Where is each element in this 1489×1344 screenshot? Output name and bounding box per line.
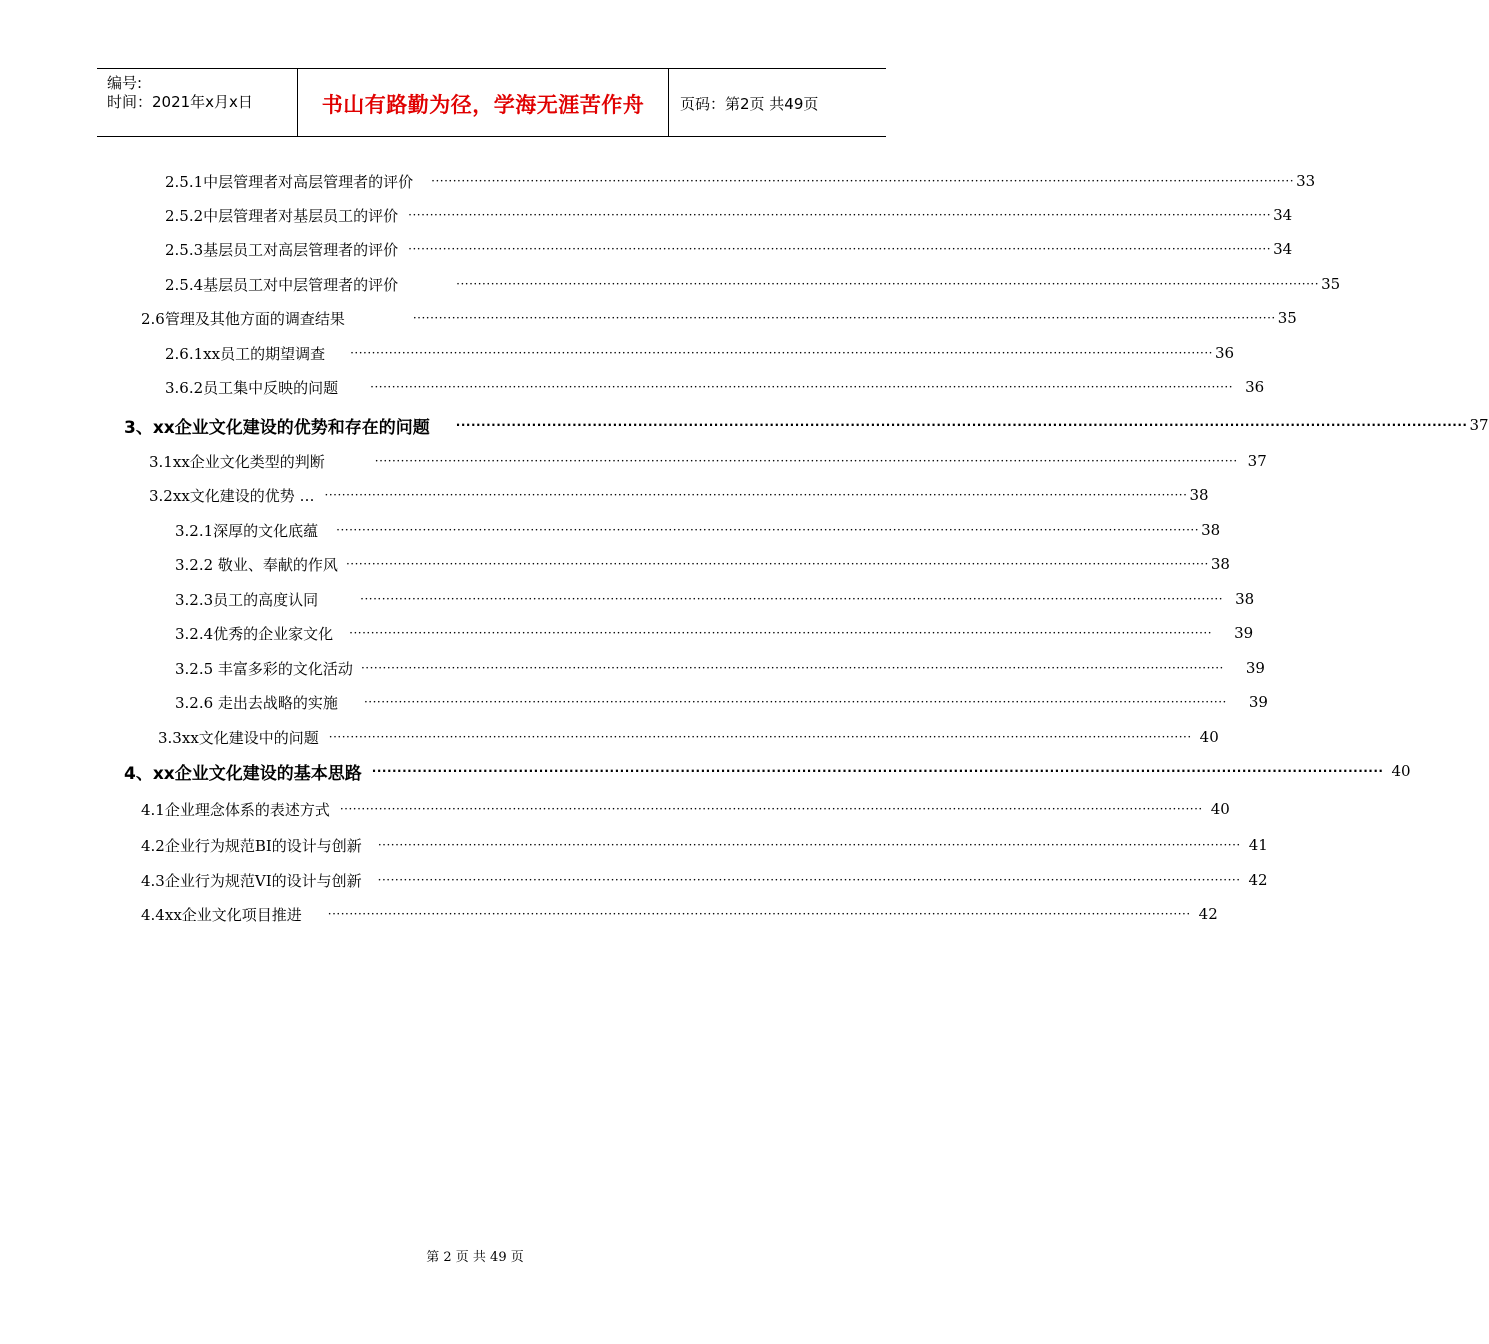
toc-entry-page: 41	[1248, 836, 1268, 854]
toc-entry-label: 2.5.4基层员工对中层管理者的评价	[165, 275, 399, 294]
toc-entry[interactable]	[165, 341, 1235, 365]
header-motto: 书山有路勤为径，学海无涯苦作舟	[321, 92, 645, 117]
toc-leader-dots: ········································································································································································································	[360, 592, 1224, 606]
toc-entry-page: 37	[1247, 452, 1267, 470]
toc-entry-label: 3.1xx企业文化类型的判断	[149, 452, 325, 471]
toc-leader-dots: ········································································································································································································	[360, 661, 1224, 675]
toc-entry-page: 42	[1248, 871, 1268, 889]
toc-leader-dots: ········································································································································································································	[377, 873, 1241, 887]
toc-leader-dots: ········································································································································································································	[328, 730, 1192, 744]
toc-entry-label: 2.6管理及其他方面的调查结果	[141, 309, 345, 328]
toc-entry-page: 34	[1273, 206, 1293, 224]
header-time-label: 时间：2021年x月x日	[107, 93, 253, 111]
toc-entry-page: 40	[1199, 728, 1219, 746]
toc-entry-label: 3.2.1深厚的文化底蕴	[175, 521, 319, 540]
toc-entry[interactable]	[165, 203, 1293, 227]
toc-leader-dots: ········································································································································································································	[371, 764, 1384, 778]
toc-leader-dots: ········································································································································································································	[327, 907, 1191, 921]
toc-entry-level1[interactable]	[124, 413, 1489, 438]
toc-entry-level1[interactable]	[124, 759, 1411, 784]
header-page-label: 页码：第2页 共49页	[680, 95, 819, 113]
toc-leader-dots: ········································································································································································································	[377, 838, 1241, 852]
page-footer: 第 2 页 共 49 页	[426, 1250, 524, 1265]
toc-entry-page: 34	[1273, 240, 1293, 258]
toc-leader-dots: ········································································································································································································	[349, 626, 1213, 640]
toc-leader-dots: ········································································································································································································	[431, 174, 1295, 188]
toc-entry-page: 37	[1469, 416, 1489, 434]
toc-entry-page: 38	[1189, 486, 1209, 504]
toc-entry-page: 33	[1296, 172, 1316, 190]
toc-leader-dots: ········································································································································································································	[408, 242, 1272, 256]
toc-entry[interactable]	[141, 797, 1230, 821]
toc-entry-page: 39	[1245, 659, 1265, 677]
toc-entry-label: 4.1企业理念体系的表述方式	[141, 800, 330, 819]
toc-entry[interactable]	[141, 902, 1218, 926]
toc-entry-page: 36	[1214, 344, 1235, 362]
toc-leader-dots: ········································································································································································································	[408, 208, 1272, 222]
toc-entry-page: 42	[1198, 905, 1218, 923]
toc-entry[interactable]	[175, 587, 1255, 611]
toc-entry[interactable]	[141, 833, 1268, 857]
toc-entry[interactable]	[175, 690, 1268, 714]
toc-entry-label: 3.2.2 敬业、奉献的作风	[175, 555, 338, 574]
toc-entry[interactable]	[175, 656, 1265, 680]
toc-entry[interactable]	[165, 237, 1293, 261]
toc-entry-label: 3、xx企业文化建设的优势和存在的问题	[124, 417, 430, 438]
toc-leader-dots: ········································································································································································································	[324, 488, 1188, 502]
toc-entry-label: 2.5.1中层管理者对高层管理者的评价	[165, 172, 414, 191]
toc-entry-label: 2.5.3基层员工对高层管理者的评价	[165, 240, 399, 259]
toc-entry[interactable]	[165, 375, 1265, 399]
toc-entry[interactable]	[175, 621, 1254, 645]
toc-leader-dots: ········································································································································································································	[456, 277, 1320, 291]
toc-entry-page: 39	[1248, 693, 1268, 711]
toc-entry-label: 4.3企业行为规范VI的设计与创新	[141, 871, 362, 890]
toc-entry[interactable]	[165, 272, 1341, 296]
toc-entry-page: 38	[1210, 555, 1230, 573]
toc-entry-label: 3.2.5 丰富多彩的文化活动	[175, 659, 353, 678]
toc-leader-dots: ········································································································································································································	[350, 346, 1213, 360]
toc-leader-dots: ········································································································································································································	[370, 380, 1234, 394]
toc-leader-dots: ········································································································································································································	[345, 557, 1209, 571]
toc-leader-dots: ········································································································································································································	[412, 311, 1276, 325]
toc-entry-page: 35	[1321, 275, 1341, 293]
toc-entry-page: 39	[1234, 624, 1254, 642]
toc-leader-dots: ········································································································································································································	[336, 523, 1200, 537]
toc-entry-label: 4.2企业行为规范BI的设计与创新	[141, 836, 362, 855]
toc-leader-dots: ········································································································································································································	[374, 454, 1238, 468]
toc-entry-label: 3.2.4优秀的企业家文化	[175, 624, 334, 643]
toc-entry[interactable]	[158, 725, 1219, 749]
toc-entry[interactable]	[141, 868, 1268, 892]
toc-entry[interactable]	[149, 483, 1209, 507]
toc-entry-label: 3.2xx文化建设的优势 …	[149, 486, 315, 505]
toc-entry[interactable]	[149, 449, 1267, 473]
toc-entry[interactable]	[141, 306, 1297, 330]
toc-entry[interactable]	[175, 552, 1230, 576]
toc-entry-label: 2.6.1xx员工的期望调查	[165, 344, 326, 363]
toc-leader-dots: ········································································································································································································	[455, 418, 1468, 432]
toc-entry[interactable]	[175, 518, 1221, 542]
toc-entry-label: 3.2.3员工的高度认同	[175, 590, 319, 609]
toc-entry-page: 38	[1201, 521, 1221, 539]
toc-entry-label: 2.5.2中层管理者对基层员工的评价	[165, 206, 399, 225]
toc-entry-label: 4.4xx企业文化项目推进	[141, 905, 302, 924]
toc-entry-label: 3.3xx文化建设中的问题	[158, 728, 319, 747]
toc-leader-dots: ········································································································································································································	[339, 802, 1203, 816]
toc-leader-dots: ········································································································································································································	[363, 695, 1227, 709]
toc-entry-page: 38	[1235, 590, 1255, 608]
toc-entry-page: 35	[1277, 309, 1297, 327]
toc-entry-page: 40	[1210, 800, 1230, 818]
toc-entry-label: 3.6.2员工集中反映的问题	[165, 378, 339, 397]
header-code-label: 编号:	[107, 74, 143, 92]
toc-entry-page: 36	[1245, 378, 1265, 396]
toc-entry-page: 40	[1391, 762, 1411, 780]
toc-entry-label: 4、xx企业文化建设的基本思路	[124, 763, 362, 784]
toc-entry-label: 3.2.6 走出去战略的实施	[175, 693, 338, 712]
toc-entry[interactable]	[165, 169, 1316, 193]
